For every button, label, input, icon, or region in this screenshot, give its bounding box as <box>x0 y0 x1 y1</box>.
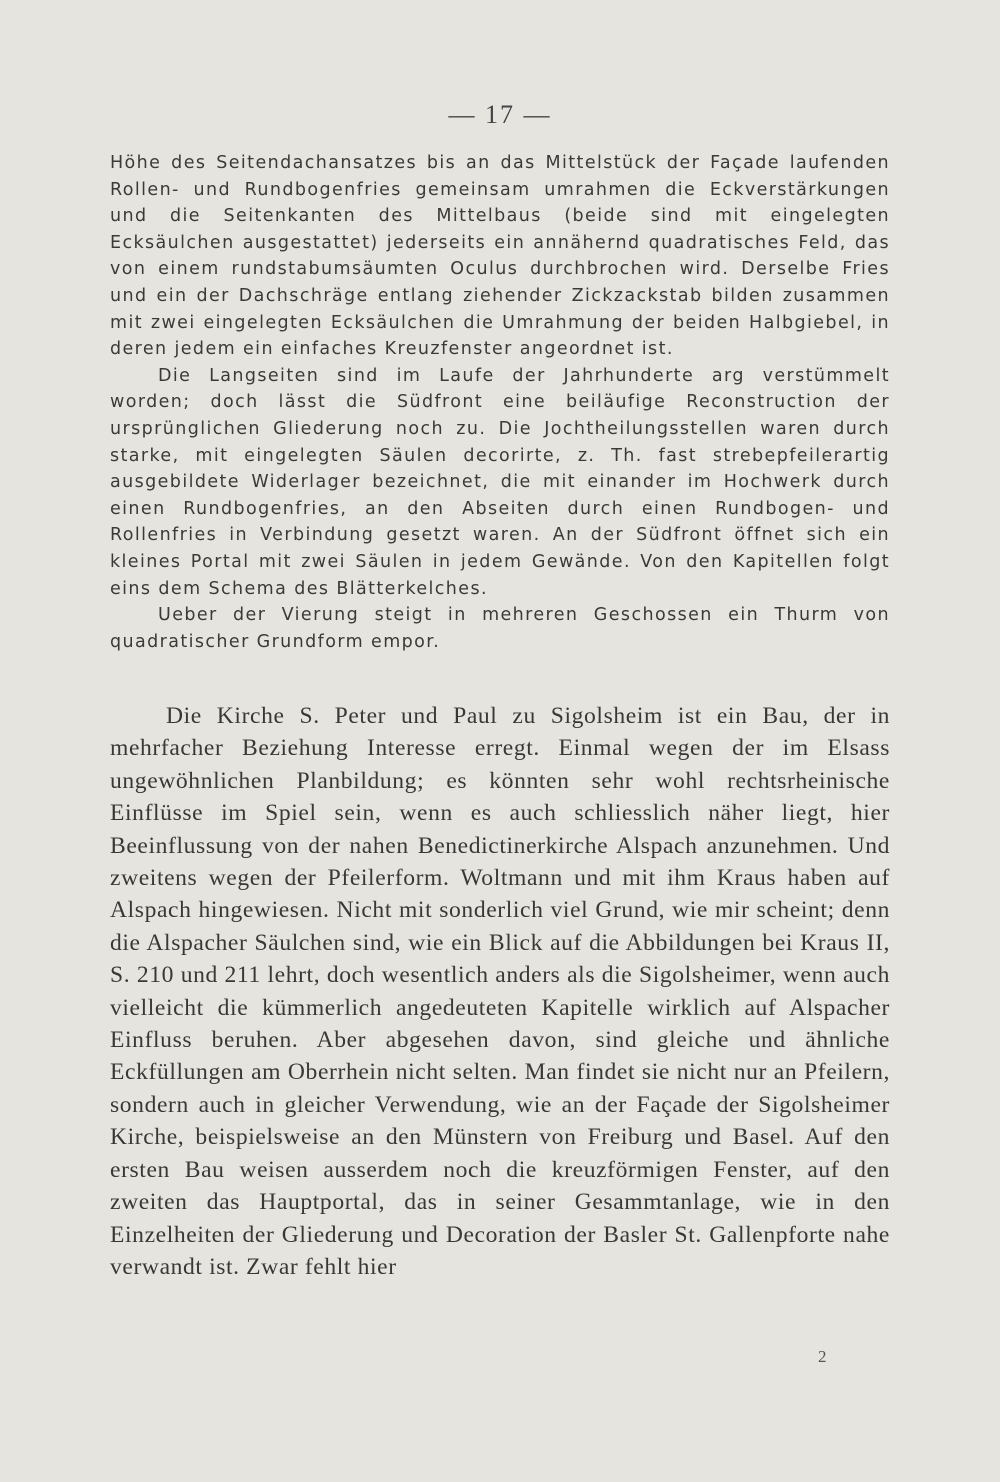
paragraph-facade: Höhe des Seitendachansatzes bis an das Mittelstück der Façade laufenden Rollen- und Rundbogenfries gemeinsam umrahmen die Eckverstärkungen und die Seitenkanten des Mittelbaus (beide sind mit eingelegten Ecksäulchen ausgestattet) jederseits ein annähernd quadratisches Feld, das von einem rundstabumsäumten Oculus durchbrochen wird. Derselbe Fries und ein der Dachschräge entlang ziehender Zickzackstab bilden zusammen mit zwei eingelegten Ecksäulchen die Umrahmung der beiden Halbgiebel, in deren jedem ein einfaches Kreuzfenster angeordnet ist. <box>110 153 890 360</box>
body-text-large <box>110 700 890 1283</box>
body-text-small <box>110 150 890 655</box>
page-number-header: — 17 — <box>448 100 552 129</box>
paragraph-langseiten: Die Langseiten sind im Laufe der Jahrhunderte arg verstümmelt worden; doch lässt die Südfront eine beiläufige Reconstruction der ursprünglichen Gliederung noch zu. Die Jochtheilungsstellen waren durch starke, mit eingelegten Säulen decorirte, z. Th. fast strebepfeilerartig ausgebildete Widerlager bezeichnet, die mit einander im Hochwerk durch einen Rundbogenfries, an den Abseiten durch einen Rundbogen- und Rollenfries in Verbindung gesetzt waren. An der Südfront öffnet sich ein kleines Portal mit zwei Säulen in jedem Gewände. Von den Kapitellen folgt eins dem Schema des Blätterkelches. <box>110 365 890 599</box>
printer-signature-mark: 2 <box>818 1347 827 1366</box>
paragraph-vierung: Ueber der Vierung steigt in mehreren Geschossen ein Thurm von quadratischer Grundform empor. <box>110 605 890 652</box>
paragraph-sigolsheim: Die Kirche S. Peter und Paul zu Sigolsheim ist ein Bau, der in mehrfacher Beziehung Interesse erregt. Einmal wegen der im Elsass ungewöhnlichen Planbildung; es könnten sehr wohl rechtsrheinische Einflüsse im Spiel sein, wenn es auch schliesslich näher liegt, hier Beeinflussung von der nahen Benedictinerkirche Alspach anzunehmen. Und zweitens wegen der Pfeilerform. Woltmann und mit ihm Kraus haben auf Alspach hingewiesen. Nicht mit sonderlich viel Grund, wie mir scheint; denn die Alspacher Säulchen sind, wie ein Blick auf die Abbildungen bei Kraus II, S. 210 und 211 lehrt, doch wesentlich anders als die Sigolsheimer, wenn auch vielleicht die kümmerlich angedeuteten Kapitelle wirklich auf Alspacher Einfluss beruhen. Aber abgesehen davon, sind gleiche und ähnliche Eckfüllungen am Oberrhein nicht selten. Man findet sie nicht nur an Pfeilern, sondern auch in gleicher Verwendung, wie an der Façade der Sigolsheimer Kirche, beispielsweise an den Münstern von Freiburg und Basel. Auf den ersten Bau weisen ausserdem noch die kreuzförmigen Fenster, auf den zweiten das Hauptportal, das in seiner Gesammtanlage, wie in den Einzelheiten der Gliederung und Decoration der Basler St. Gallenpforte nahe verwandt ist. Zwar fehlt hier <box>110 703 890 1280</box>
